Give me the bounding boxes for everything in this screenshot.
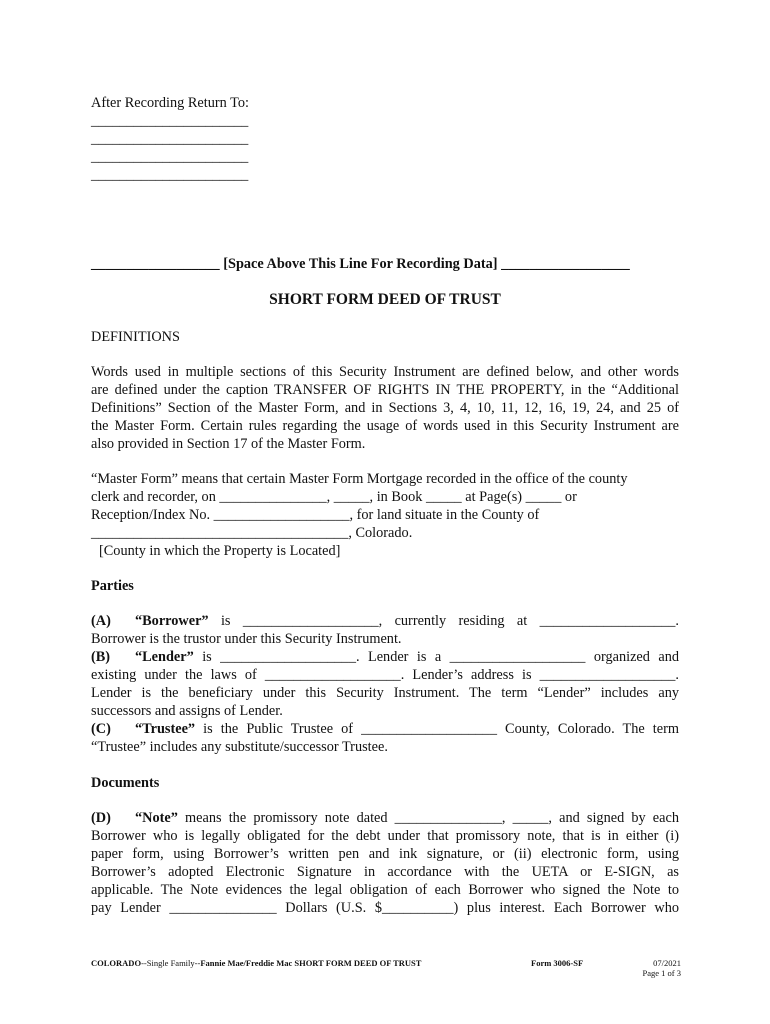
definitions-line-2: are defined under the caption TRANSFER OF RIGHTS IN THE PROPERTY, in the “Additional xyxy=(91,382,679,398)
recording-data-line: __________________ [Space Above This Line For Recording Data] __________________ xyxy=(91,256,630,272)
parties-heading: Parties xyxy=(91,578,134,594)
note-definition xyxy=(91,809,679,917)
documents-heading: Documents xyxy=(91,775,160,791)
doc-d-text: means the promissory note dated _______________, _____, and signed by each xyxy=(177,810,679,826)
footer-left xyxy=(91,958,421,968)
footer-desc: --Single Family-- xyxy=(141,958,201,968)
party-c-line-2: “Trustee” includes any substitute/successor Trustee. xyxy=(91,739,388,755)
master-form-county-note: [County in which the Property is Located] xyxy=(99,543,341,559)
page-title: SHORT FORM DEED OF TRUST xyxy=(269,291,501,308)
footer-right xyxy=(643,958,681,978)
party-a-line-1 xyxy=(91,612,679,630)
definitions-line-3: Definitions” Section of the Master Form, and in Sections 3, 4, 10, 11, 12, 16, 19, 24, and 25 of xyxy=(91,400,679,416)
note-line-1 xyxy=(91,809,679,827)
return-to-label: After Recording Return To: xyxy=(91,95,249,111)
party-b-term: “Lender” xyxy=(135,649,194,665)
definitions-heading: DEFINITIONS xyxy=(91,329,180,345)
party-a-term: “Borrower” xyxy=(135,613,209,629)
party-b-tag: (B) xyxy=(91,649,111,665)
doc-d-tag: (D) xyxy=(91,810,111,826)
parties-section xyxy=(91,612,679,756)
footer-date: 07/2021 xyxy=(653,958,681,968)
party-b-line-4: successors and assigns of Lender. xyxy=(91,703,283,719)
master-form-line-1: “Master Form” means that certain Master Form Mortgage recorded in the office of the county xyxy=(91,471,628,487)
party-c-tag: (C) xyxy=(91,721,111,737)
party-b-line-3: Lender is the beneficiary under this Security Instrument. The term “Lender” includes any xyxy=(91,685,679,701)
party-b-text: is ___________________. Lender is a ___________________ organized and xyxy=(193,649,679,665)
return-to-line-4: ______________________ xyxy=(91,167,249,183)
party-a-tag: (A) xyxy=(91,613,111,629)
definitions-paragraph xyxy=(91,363,679,453)
master-form-line-2: clerk and recorder, on _______________, _____, in Book _____ at Page(s) _____ or xyxy=(91,489,577,505)
definitions-line-4: the Master Form. Certain rules regarding the usage of words used in this Security Instrument are xyxy=(91,418,679,434)
party-a-text: is ___________________, currently residing at ___________________. xyxy=(208,613,679,629)
definitions-line-5: also provided in Section 17 of the Master Form. xyxy=(91,436,366,452)
footer-page-number: Page 1 of 3 xyxy=(642,968,681,978)
return-to-line-3: ______________________ xyxy=(91,149,249,165)
note-line-6: pay Lender _______________ Dollars (U.S. $__________) plus interest. Each Borrower who xyxy=(91,900,679,916)
note-line-5: applicable. The Note evidences the legal obligation of each Borrower who signed the Note to xyxy=(91,882,679,898)
master-form-line-3: Reception/Index No. ___________________, for land situate in the County of xyxy=(91,507,540,523)
master-form-line-4: ____________________________________, Colorado. xyxy=(91,525,413,541)
return-to-line-1: ______________________ xyxy=(91,113,249,129)
party-c-line-1 xyxy=(91,720,679,738)
party-c-term: “Trustee” xyxy=(135,721,196,737)
footer-agencies: Fannie Mae/Freddie Mac SHORT FORM DEED OF TRUST xyxy=(200,958,422,968)
note-line-3: paper form, using Borrower’s written pen and ink signature, or (ii) electronic form, using xyxy=(91,846,679,862)
footer-state: COLORADO xyxy=(91,958,142,968)
master-form-paragraph xyxy=(91,470,679,560)
party-b-line-2: existing under the laws of ___________________. Lender’s address is ___________________. xyxy=(91,667,679,683)
footer-form-number: Form 3006-SF xyxy=(531,958,584,968)
definitions-line-1: Words used in multiple sections of this Security Instrument are defined below, and other words xyxy=(91,364,679,380)
note-line-4: Borrower’s adopted Electronic Signature in accordance with the UETA or E-SIGN, as xyxy=(91,864,679,880)
party-b-line-1 xyxy=(91,648,679,666)
return-to-block xyxy=(91,94,679,184)
doc-d-term: “Note” xyxy=(135,810,178,826)
return-to-line-2: ______________________ xyxy=(91,131,249,147)
party-c-text: is the Public Trustee of ___________________ County, Colorado. The term xyxy=(195,721,679,737)
party-a-line-2: Borrower is the trustor under this Security Instrument. xyxy=(91,631,402,647)
note-line-2: Borrower who is legally obligated for the debt under that promissory note, that is in either (i) xyxy=(91,828,679,844)
